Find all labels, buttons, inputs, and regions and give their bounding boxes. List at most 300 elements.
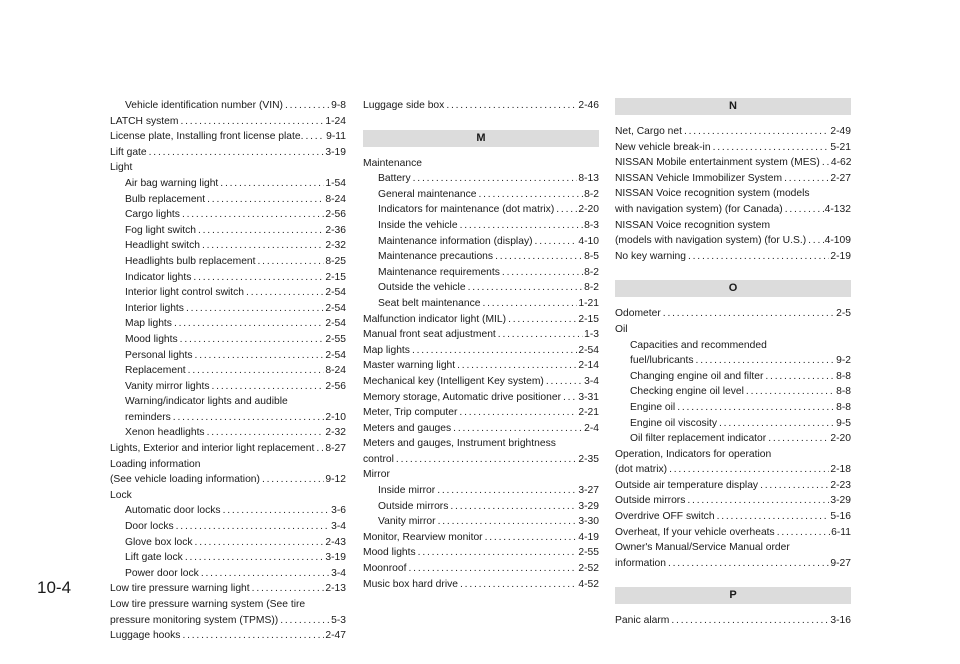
index-entry-page: 8-5 — [584, 251, 599, 263]
index-heading: Owner's Manual/Service Manual order — [615, 542, 790, 554]
dot-leader — [744, 384, 835, 400]
index-entry — [363, 514, 599, 530]
index-entry-text: New vehicle break-in — [615, 141, 711, 153]
dot-leader — [260, 472, 324, 488]
index-entry-page: 4-52 — [578, 578, 599, 590]
index-entry-text: (dot matrix) — [615, 464, 668, 476]
index-entry-page: 5-21 — [830, 141, 851, 153]
index-entry-page: 2-49 — [830, 126, 851, 137]
index-entry-page: 2-54 — [325, 287, 346, 299]
dot-leader — [496, 327, 583, 343]
index-entry — [363, 296, 599, 312]
index-entry-page: 3-19 — [325, 146, 346, 158]
dot-leader — [711, 140, 830, 156]
dot-leader — [407, 561, 578, 577]
index-entry-text: Replacement — [125, 365, 186, 377]
index-entry — [363, 577, 599, 593]
index-entry-text: Meter, Trip computer — [363, 407, 458, 419]
index-entry-page: 3-4 — [331, 521, 346, 533]
index-entry-page: 2-20 — [830, 433, 851, 445]
index-entry-page: 3-16 — [830, 615, 851, 627]
index-entry — [110, 566, 346, 582]
index-entry — [110, 223, 346, 239]
index-entry-text: reminders — [125, 411, 171, 423]
index-entry-text: Maintenance requirements — [378, 266, 500, 278]
index-entry-page: 2-54 — [578, 344, 599, 356]
index-entry-text: General maintenance — [378, 188, 477, 200]
index-entry — [110, 207, 346, 223]
dot-leader — [411, 171, 578, 187]
section-header: M — [363, 130, 599, 147]
index-entry-page: 3-31 — [578, 391, 599, 403]
index-entry-text: Indicator lights — [125, 271, 192, 283]
index-entry — [363, 530, 599, 546]
index-entry-text: Master warning light — [363, 360, 456, 372]
index-entry-page: 2-56 — [325, 380, 346, 392]
dot-leader — [221, 503, 331, 519]
dot-leader — [435, 483, 577, 499]
dot-leader — [186, 363, 325, 379]
index-entry-page: 5-16 — [830, 511, 851, 523]
dot-leader — [480, 296, 577, 312]
index-entry — [615, 353, 851, 369]
index-entry-page: 9-27 — [830, 557, 851, 569]
index-entry-text: Maintenance precautions — [378, 251, 494, 263]
index-entry-text: control — [363, 453, 394, 465]
dot-leader — [303, 129, 325, 145]
index-entry — [363, 265, 599, 281]
dot-leader — [147, 145, 325, 161]
index-entry-page: 3-6 — [331, 505, 346, 517]
index-entry — [110, 129, 346, 145]
index-entry — [110, 114, 346, 130]
index-entry-page: 8-24 — [325, 365, 346, 377]
dot-leader — [196, 223, 324, 239]
index-entry — [363, 343, 599, 359]
index-entry-page: 3-27 — [578, 485, 599, 497]
dot-leader — [180, 207, 324, 223]
index-entry-text: Vehicle identification number (VIN) — [125, 100, 283, 111]
dot-leader — [675, 400, 835, 416]
section-header: P — [615, 587, 851, 604]
index-entry-page: 2-21 — [578, 407, 599, 419]
index-entry-page: 2-4 — [584, 422, 599, 434]
index-entry-text: Engine oil viscosity — [630, 417, 717, 429]
dot-leader — [183, 550, 325, 566]
index-entry — [363, 499, 599, 515]
index-entry-page: 4-109 — [824, 235, 851, 247]
index-entry-text: Map lights — [125, 318, 172, 330]
index-entry-text: Engine oil — [630, 401, 676, 413]
dot-leader — [205, 425, 325, 441]
index-entry — [110, 145, 346, 161]
index-column-3 — [615, 98, 851, 629]
index-entry — [363, 234, 599, 250]
dot-leader — [184, 301, 324, 317]
index-entry-text: Inside the vehicle — [378, 219, 458, 231]
index-entry — [110, 628, 346, 644]
index-entry-page: 2-27 — [830, 172, 851, 184]
index-entry-page: 2-13 — [325, 583, 346, 595]
dot-leader — [820, 155, 830, 171]
index-entry — [110, 379, 346, 395]
index-entry — [110, 425, 346, 441]
index-entry-text: Interior lights — [125, 302, 184, 314]
index-entry — [363, 405, 599, 421]
index-entry-page: 5-3 — [331, 614, 346, 626]
index-entry-text: Maintenance information (display) — [378, 235, 533, 247]
dot-leader — [174, 519, 330, 535]
index-entry-page: 2-15 — [578, 313, 599, 325]
index-entry-text: Mood lights — [125, 333, 178, 345]
index-entry-text: Luggage side box — [363, 100, 445, 111]
index-entry — [363, 171, 599, 187]
index-entry — [363, 561, 599, 577]
index-heading: Lock — [110, 489, 132, 501]
index-entry — [363, 280, 599, 296]
index-entry-page: 9-11 — [326, 131, 346, 143]
index-entry-page: 4-132 — [824, 203, 851, 215]
index-entry-page: 1-24 — [325, 115, 346, 127]
index-entry-text: Luggage hooks — [110, 630, 181, 642]
index-entry — [615, 462, 851, 478]
dot-leader — [244, 285, 324, 301]
dot-leader — [410, 343, 577, 359]
index-entry-text: Interior light control switch — [125, 287, 245, 299]
index-entry-text: fuel/lubricants — [630, 355, 694, 367]
dot-leader — [210, 379, 325, 395]
index-entry-text: Malfunction indicator light (MIL) — [363, 313, 507, 325]
index-entry-text: Manual front seat adjustment — [363, 329, 496, 341]
index-entry — [110, 238, 346, 254]
index-entry-text: Overdrive OFF switch — [615, 511, 715, 523]
index-entry — [615, 416, 851, 432]
index-entry-text: (See vehicle loading information) — [110, 474, 260, 486]
index-entry-page: 3-30 — [578, 516, 599, 528]
index-entry-text: Lift gate — [110, 146, 147, 158]
index-entry-page: 2-18 — [830, 464, 851, 476]
dot-leader — [444, 98, 577, 114]
index-entry — [615, 233, 851, 249]
dot-leader — [476, 187, 583, 203]
dot-leader — [180, 628, 324, 644]
dot-leader — [193, 535, 325, 551]
index-entry-text: Moonroof — [363, 563, 407, 575]
index-entry-text: Lights, Exterior and interior light replacement — [110, 443, 315, 455]
dot-leader — [172, 316, 324, 332]
index-entry-page: 2-52 — [578, 563, 599, 575]
index-entry-page: 3-19 — [325, 552, 346, 564]
index-entry-text: information — [615, 557, 666, 569]
index-entry-page: 8-3 — [584, 219, 599, 231]
index-entry-text: Headlights bulb replacement — [125, 255, 256, 267]
index-entry-page: 1-21 — [578, 297, 599, 309]
index-entry — [363, 187, 599, 203]
index-entry — [110, 472, 346, 488]
index-entry — [615, 478, 851, 494]
index-entry-text: NISSAN Mobile entertainment system (MES) — [615, 157, 820, 169]
index-entry-page: 2-47 — [325, 630, 346, 642]
index-entry-page: 2-56 — [325, 209, 346, 221]
index-entry — [110, 410, 346, 426]
index-entry — [110, 98, 346, 114]
index-entry-page: 2-5 — [836, 308, 851, 320]
dot-leader — [458, 218, 584, 234]
index-entry-text: License plate, Installing front license plate. — [110, 131, 304, 143]
index-entry-text: Vanity mirror — [378, 516, 436, 528]
index-entry — [615, 249, 851, 265]
index-entry — [363, 249, 599, 265]
index-column-1 — [110, 98, 346, 644]
index-entry-page: 2-15 — [325, 271, 346, 283]
index-entry-page: 3-29 — [578, 500, 599, 512]
index-entry-page: 2-43 — [325, 536, 346, 548]
index-entry — [615, 556, 851, 572]
index-entry — [615, 306, 851, 322]
dot-leader — [717, 416, 835, 432]
index-entry — [110, 332, 346, 348]
index-entry — [363, 202, 599, 218]
dot-leader — [200, 238, 324, 254]
index-entry — [363, 545, 599, 561]
index-entry — [110, 519, 346, 535]
index-entry — [615, 140, 851, 156]
index-entry-text: No key warning — [615, 250, 686, 262]
dot-leader — [493, 249, 583, 265]
index-entry-page: 2-55 — [578, 547, 599, 559]
index-entry-text: Lift gate lock — [125, 552, 183, 564]
index-heading: Meters and gauges, Instrument brightness — [363, 438, 556, 450]
index-entry — [363, 452, 599, 468]
dot-leader — [205, 192, 324, 208]
index-entry — [615, 202, 851, 218]
index-entry-text: Vanity mirror lights — [125, 380, 210, 392]
index-heading: Low tire pressure warning system (See tire — [110, 599, 306, 610]
index-entry-page: 4-19 — [578, 531, 599, 543]
dot-leader — [250, 581, 325, 597]
index-entry-text: Bulb replacement — [125, 193, 206, 205]
index-entry-text: Mood lights — [363, 547, 416, 559]
dot-leader — [661, 306, 835, 322]
index-entry-text: Door locks — [125, 521, 174, 533]
index-entry-text: Low tire pressure warning light — [110, 583, 250, 595]
index-entry-page: 9-12 — [325, 474, 346, 486]
index-heading: NISSAN Voice recognition system (models — [615, 188, 810, 200]
index-entry-text: Seat belt maintenance — [378, 297, 481, 309]
index-entry-page: 9-8 — [331, 100, 346, 111]
index-entry — [110, 535, 346, 551]
dot-leader — [458, 577, 577, 593]
index-entry-text: Odometer — [615, 308, 661, 320]
index-entry-text: Outside the vehicle — [378, 282, 466, 294]
index-entry-page: 2-14 — [578, 360, 599, 372]
dot-leader — [448, 499, 577, 515]
index-entry-page: 1-54 — [325, 177, 346, 189]
index-entry — [110, 363, 346, 379]
dot-leader — [278, 613, 330, 629]
index-entry-page: 6-11 — [831, 526, 851, 538]
index-entry-text: Outside air temperature display — [615, 479, 759, 491]
index-entry-text: Fog light switch — [125, 224, 196, 236]
dot-leader — [775, 525, 830, 541]
index-entry — [110, 441, 346, 457]
index-entry — [615, 525, 851, 541]
index-heading: Warning/indicator lights and audible — [125, 396, 288, 408]
index-entry — [110, 270, 346, 286]
dot-leader — [314, 441, 324, 457]
index-entry-text: LATCH system — [110, 115, 179, 127]
index-entry — [615, 369, 851, 385]
index-entry-page: 2-32 — [325, 427, 346, 439]
dot-leader — [506, 312, 577, 328]
dot-leader — [256, 254, 325, 270]
dot-leader — [666, 556, 829, 572]
index-heading: Mirror — [363, 469, 390, 481]
index-entry-page: 1-3 — [584, 329, 599, 341]
dot-leader — [283, 98, 330, 114]
index-entry-text: Headlight switch — [125, 240, 200, 252]
index-entry — [615, 171, 851, 187]
index-entry-text: Overheat, If your vehicle overheats — [615, 526, 775, 538]
index-entry — [363, 98, 599, 114]
dot-leader — [483, 530, 578, 546]
index-entry — [363, 483, 599, 499]
dot-leader — [178, 114, 324, 130]
index-entry — [110, 348, 346, 364]
index-entry-page: 4-62 — [830, 157, 851, 169]
index-entry — [615, 155, 851, 171]
index-entry — [615, 124, 851, 140]
index-entry — [110, 613, 346, 629]
index-entry-text: Monitor, Rearview monitor — [363, 531, 483, 543]
index-entry-text: Map lights — [363, 344, 410, 356]
index-entry — [615, 400, 851, 416]
dot-leader — [544, 374, 583, 390]
index-entry-page: 3-4 — [584, 375, 599, 387]
index-entry-page: 3-4 — [331, 567, 346, 579]
index-entry — [110, 176, 346, 192]
index-heading: Capacities and recommended — [630, 339, 767, 351]
index-entry — [615, 613, 851, 629]
dot-leader — [193, 348, 325, 364]
index-entry-text: Panic alarm — [615, 615, 670, 627]
dot-leader — [451, 421, 583, 437]
index-heading: Maintenance — [363, 157, 422, 169]
index-entry-text: Glove box lock — [125, 536, 193, 548]
dot-leader — [394, 452, 577, 468]
dot-leader — [669, 613, 829, 629]
index-entry-page: 8-8 — [836, 370, 851, 382]
dot-leader — [466, 280, 584, 296]
index-entry — [363, 218, 599, 234]
index-entry-page: 8-2 — [584, 282, 599, 294]
index-entry-text: Battery — [378, 173, 411, 185]
index-entry-page: 2-32 — [325, 240, 346, 252]
dot-leader — [199, 566, 330, 582]
dot-leader — [436, 514, 578, 530]
index-entry — [110, 254, 346, 270]
index-entry-page: 8-2 — [584, 188, 599, 200]
index-entry-text: Personal lights — [125, 349, 193, 361]
dot-leader — [806, 233, 824, 249]
index-entry-page: 2-54 — [325, 349, 346, 361]
index-entry-text: Inside mirror — [378, 485, 436, 497]
section-header: N — [615, 98, 851, 115]
index-entry-text: Memory storage, Automatic drive positioner — [363, 391, 562, 403]
index-entry-text: pressure monitoring system (TPMS)) — [110, 614, 279, 626]
dot-leader — [685, 493, 829, 509]
index-entry-text: with navigation system) (for Canada) — [615, 203, 783, 215]
index-entry-text: Mechanical key (Intelligent Key system) — [363, 375, 544, 387]
index-entry-page: 8-8 — [836, 386, 851, 398]
index-entry-page: 2-20 — [578, 204, 599, 216]
dot-leader — [500, 265, 583, 281]
index-entry-text: Checking engine oil level — [630, 386, 744, 398]
dot-leader — [667, 462, 829, 478]
index-entry — [110, 285, 346, 301]
index-entry — [363, 421, 599, 437]
index-entry-page: 8-2 — [584, 266, 599, 278]
index-heading: Operation, Indicators for operation — [615, 448, 772, 460]
index-entry — [363, 327, 599, 343]
dot-leader — [686, 249, 829, 265]
index-entry-text: (models with navigation system) (for U.S.) — [615, 235, 807, 247]
index-entry-page: 8-13 — [578, 173, 599, 185]
index-entry — [615, 509, 851, 525]
index-entry-text: Automatic door locks — [125, 505, 221, 517]
page-number: 10-4 — [37, 578, 72, 597]
index-entry-text: Air bag warning light — [125, 177, 219, 189]
index-entry — [110, 301, 346, 317]
index-entry-page: 8-24 — [325, 193, 346, 205]
index-entry-page: 2-35 — [578, 453, 599, 465]
index-heading: Loading information — [110, 458, 201, 470]
index-entry — [363, 374, 599, 390]
index-entry-text: Music box hard drive — [363, 578, 458, 590]
index-entry — [615, 493, 851, 509]
dot-leader — [554, 202, 577, 218]
index-entry-page: 2-19 — [830, 250, 851, 262]
index-entry — [110, 192, 346, 208]
index-entry-page: 2-36 — [325, 224, 346, 236]
dot-leader — [682, 124, 829, 140]
index-entry-text: Cargo lights — [125, 209, 180, 221]
index-entry-page: 4-10 — [578, 235, 599, 247]
dot-leader — [191, 270, 324, 286]
index-entry-page: 2-46 — [578, 100, 599, 111]
index-heading: NISSAN Voice recognition system — [615, 219, 771, 231]
index-entry-page: 8-8 — [836, 401, 851, 413]
index-entry-page: 9-2 — [836, 355, 851, 367]
dot-leader — [766, 431, 829, 447]
dot-leader — [782, 171, 829, 187]
index-heading: Oil — [615, 323, 628, 335]
index-entry-page: 2-10 — [325, 411, 346, 423]
dot-leader — [783, 202, 824, 218]
index-entry-text: Indicators for maintenance (dot matrix) — [378, 204, 555, 216]
index-entry — [110, 503, 346, 519]
dot-leader — [171, 410, 325, 426]
dot-leader — [715, 509, 830, 525]
index-entry — [363, 390, 599, 406]
dot-leader — [758, 478, 829, 494]
dot-leader — [416, 545, 578, 561]
index-entry — [110, 550, 346, 566]
index-entry-text: Changing engine oil and filter — [630, 370, 764, 382]
index-entry — [363, 312, 599, 328]
dot-leader — [561, 390, 577, 406]
index-entry — [363, 358, 599, 374]
